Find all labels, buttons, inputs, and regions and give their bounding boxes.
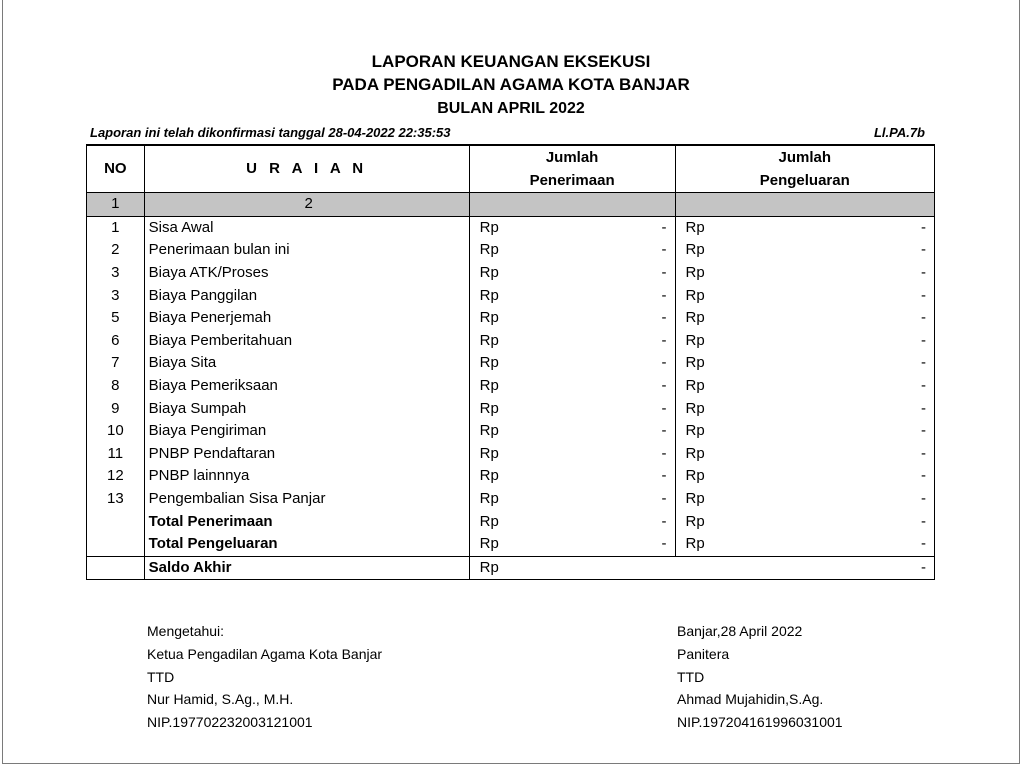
header-pengeluaran bbox=[675, 145, 934, 193]
money-value bbox=[470, 465, 675, 487]
row-number bbox=[87, 533, 145, 556]
signature-left-line1: Mengetahui: bbox=[147, 623, 225, 639]
amount-value: - bbox=[921, 354, 926, 372]
amount-value: - bbox=[661, 377, 667, 395]
penerimaan-cell bbox=[469, 533, 675, 556]
form-code: Ll.PA.7b bbox=[873, 125, 925, 140]
money-value bbox=[470, 420, 675, 442]
money-value bbox=[676, 307, 934, 329]
pengeluaran-cell bbox=[675, 352, 934, 375]
currency-label: Rp bbox=[479, 354, 499, 372]
money-value bbox=[470, 398, 675, 420]
table-row bbox=[87, 510, 935, 533]
row-number: 2 bbox=[87, 239, 145, 262]
money-value bbox=[676, 420, 934, 442]
money-value bbox=[676, 511, 934, 533]
column-index-row bbox=[87, 193, 935, 217]
money-value bbox=[470, 533, 675, 555]
amount-value: - bbox=[661, 444, 667, 462]
amount-value: - bbox=[921, 399, 926, 417]
table-row bbox=[87, 216, 935, 239]
money-value bbox=[676, 465, 934, 487]
table-row bbox=[87, 262, 935, 285]
header-penerimaan-line2: Penerimaan bbox=[529, 172, 615, 189]
row-label: Biaya Pengiriman bbox=[144, 420, 469, 443]
index-pengeluaran bbox=[675, 193, 934, 217]
currency-label: Rp bbox=[685, 444, 705, 462]
currency-label: Rp bbox=[479, 241, 499, 259]
currency-label: Rp bbox=[685, 241, 705, 259]
currency-label: Rp bbox=[479, 444, 499, 462]
header-penerimaan bbox=[469, 145, 675, 193]
currency-label: Rp bbox=[479, 331, 499, 349]
amount-value: - bbox=[661, 535, 667, 553]
row-label: PNBP lainnnya bbox=[144, 465, 469, 488]
header-pengeluaran-line2: Pengeluaran bbox=[759, 172, 850, 189]
row-number: 13 bbox=[87, 488, 145, 511]
row-label: Biaya Sita bbox=[144, 352, 469, 375]
saldo-row bbox=[87, 556, 935, 580]
row-number: 8 bbox=[87, 375, 145, 398]
amount-value: - bbox=[921, 422, 926, 440]
amount-value: - bbox=[661, 286, 667, 304]
money-value bbox=[676, 352, 934, 374]
money-value bbox=[676, 262, 934, 284]
table-row bbox=[87, 307, 935, 330]
confirmation-note: Laporan ini telah dikonfirmasi tanggal 28-04-2022 22:35:53 bbox=[90, 125, 451, 140]
money-value bbox=[470, 488, 675, 510]
amount-value: - bbox=[921, 490, 926, 508]
penerimaan-cell bbox=[469, 330, 675, 353]
currency-label: Rp bbox=[685, 218, 705, 236]
report-period: BULAN APRIL 2022 bbox=[437, 100, 585, 117]
money-value bbox=[676, 330, 934, 352]
pengeluaran-cell bbox=[675, 420, 934, 443]
amount-value: - bbox=[921, 331, 926, 349]
row-number: 1 bbox=[87, 216, 145, 239]
pengeluaran-cell bbox=[675, 307, 934, 330]
money-value bbox=[470, 375, 675, 397]
amount-value: - bbox=[921, 535, 926, 553]
penerimaan-cell bbox=[469, 375, 675, 398]
row-number: 11 bbox=[87, 443, 145, 466]
signature-right-line5: NIP.197204161996031001 bbox=[677, 714, 843, 731]
row-number: 9 bbox=[87, 397, 145, 420]
table-row bbox=[87, 443, 935, 466]
currency-label: Rp bbox=[479, 512, 499, 530]
table-row bbox=[87, 352, 935, 375]
currency-label: Rp bbox=[685, 422, 705, 440]
money-value bbox=[676, 398, 934, 420]
money-value bbox=[676, 285, 934, 307]
currency-label: Rp bbox=[685, 512, 705, 530]
saldo-currency: Rp bbox=[479, 558, 499, 576]
amount-value: - bbox=[661, 512, 667, 530]
amount-value: - bbox=[661, 218, 667, 236]
penerimaan-cell bbox=[469, 420, 675, 443]
currency-label: Rp bbox=[685, 490, 705, 508]
table-header-row bbox=[87, 145, 935, 193]
pengeluaran-cell bbox=[675, 443, 934, 466]
currency-label: Rp bbox=[479, 399, 499, 417]
currency-label: Rp bbox=[479, 467, 499, 485]
table-row bbox=[87, 420, 935, 443]
currency-label: Rp bbox=[685, 286, 705, 304]
penerimaan-cell bbox=[469, 397, 675, 420]
currency-label: Rp bbox=[685, 467, 705, 485]
penerimaan-cell bbox=[469, 216, 675, 239]
row-label: Biaya Pemberitahuan bbox=[144, 330, 469, 353]
saldo-label: Saldo Akhir bbox=[144, 556, 469, 580]
table-row bbox=[87, 239, 935, 262]
money-value bbox=[470, 307, 675, 329]
money-value bbox=[470, 511, 675, 533]
amount-value: - bbox=[661, 399, 667, 417]
money-value bbox=[470, 443, 675, 465]
pengeluaran-cell bbox=[675, 375, 934, 398]
currency-label: Rp bbox=[479, 286, 499, 304]
money-value bbox=[470, 330, 675, 352]
amount-value: - bbox=[661, 264, 667, 282]
money-value bbox=[470, 239, 675, 261]
row-number: 5 bbox=[87, 307, 145, 330]
row-label: Biaya Sumpah bbox=[144, 397, 469, 420]
finance-table bbox=[86, 144, 935, 580]
currency-label: Rp bbox=[479, 377, 499, 395]
currency-label: Rp bbox=[685, 377, 705, 395]
penerimaan-cell bbox=[469, 510, 675, 533]
report-subtitle: PADA PENGADILAN AGAMA KOTA BANJAR bbox=[332, 75, 690, 94]
currency-label: Rp bbox=[685, 399, 705, 417]
saldo-money bbox=[470, 557, 934, 579]
amount-value: - bbox=[661, 354, 667, 372]
row-number: 7 bbox=[87, 352, 145, 375]
amount-value: - bbox=[921, 467, 926, 485]
amount-value: - bbox=[661, 490, 667, 508]
amount-value: - bbox=[661, 331, 667, 349]
money-value bbox=[676, 488, 934, 510]
amount-value: - bbox=[921, 512, 926, 530]
header-no: NO bbox=[87, 145, 145, 193]
penerimaan-cell bbox=[469, 465, 675, 488]
row-label: PNBP Pendaftaran bbox=[144, 443, 469, 466]
money-value bbox=[470, 285, 675, 307]
index-penerimaan bbox=[469, 193, 675, 217]
money-value bbox=[676, 533, 934, 555]
header-uraian: U R A I A N bbox=[144, 145, 469, 193]
amount-value: - bbox=[661, 309, 667, 327]
pengeluaran-cell bbox=[675, 262, 934, 285]
money-value bbox=[676, 443, 934, 465]
index-uraian: 2 bbox=[144, 193, 469, 217]
amount-value: - bbox=[921, 286, 926, 304]
table-row bbox=[87, 533, 935, 556]
pengeluaran-cell bbox=[675, 216, 934, 239]
row-number: 12 bbox=[87, 465, 145, 488]
penerimaan-cell bbox=[469, 488, 675, 511]
amount-value: - bbox=[921, 309, 926, 327]
penerimaan-cell bbox=[469, 284, 675, 307]
penerimaan-cell bbox=[469, 352, 675, 375]
penerimaan-cell bbox=[469, 307, 675, 330]
amount-value: - bbox=[661, 422, 667, 440]
row-label: Biaya Panggilan bbox=[144, 284, 469, 307]
pengeluaran-cell bbox=[675, 239, 934, 262]
amount-value: - bbox=[921, 377, 926, 395]
currency-label: Rp bbox=[479, 535, 499, 553]
table-row bbox=[87, 375, 935, 398]
money-value bbox=[676, 217, 934, 239]
row-label: Biaya ATK/Proses bbox=[144, 262, 469, 285]
signature-right-line4: Ahmad Mujahidin,S.Ag. bbox=[677, 691, 824, 708]
table-row bbox=[87, 397, 935, 420]
money-value bbox=[470, 352, 675, 374]
header-penerimaan-line1: Jumlah bbox=[545, 149, 599, 166]
pengeluaran-cell bbox=[675, 330, 934, 353]
signature-left bbox=[147, 620, 382, 734]
pengeluaran-cell bbox=[675, 465, 934, 488]
signature-left-line5: NIP.197702232003121001 bbox=[147, 714, 313, 731]
pengeluaran-cell bbox=[675, 533, 934, 556]
row-label: Total Penerimaan bbox=[144, 510, 469, 533]
saldo-value: - bbox=[921, 558, 926, 576]
signature-right-line1: Banjar,28 April 2022 bbox=[677, 623, 803, 639]
signature-left-line3: TTD bbox=[147, 668, 175, 685]
header-pengeluaran-line1: Jumlah bbox=[778, 149, 832, 166]
amount-value: - bbox=[921, 241, 926, 259]
money-value bbox=[676, 239, 934, 261]
row-label: Biaya Penerjemah bbox=[144, 307, 469, 330]
pengeluaran-cell bbox=[675, 397, 934, 420]
money-value bbox=[470, 262, 675, 284]
penerimaan-cell bbox=[469, 443, 675, 466]
currency-label: Rp bbox=[479, 309, 499, 327]
row-number: 3 bbox=[87, 284, 145, 307]
money-value bbox=[676, 375, 934, 397]
row-number: 6 bbox=[87, 330, 145, 353]
saldo-number bbox=[87, 556, 145, 580]
pengeluaran-cell bbox=[675, 284, 934, 307]
row-number: 3 bbox=[87, 262, 145, 285]
currency-label: Rp bbox=[685, 354, 705, 372]
row-label: Penerimaan bulan ini bbox=[144, 239, 469, 262]
row-label: Biaya Pemeriksaan bbox=[144, 375, 469, 398]
pengeluaran-cell bbox=[675, 488, 934, 511]
table-row bbox=[87, 330, 935, 353]
currency-label: Rp bbox=[685, 309, 705, 327]
row-label: Total Pengeluaran bbox=[144, 533, 469, 556]
index-no: 1 bbox=[87, 193, 145, 217]
report-title: LAPORAN KEUANGAN EKSEKUSI bbox=[371, 52, 651, 71]
currency-label: Rp bbox=[479, 422, 499, 440]
amount-value: - bbox=[661, 467, 667, 485]
signature-right-line3: TTD bbox=[677, 668, 705, 685]
penerimaan-cell bbox=[469, 239, 675, 262]
amount-value: - bbox=[661, 241, 667, 259]
currency-label: Rp bbox=[685, 535, 705, 553]
row-number: 10 bbox=[87, 420, 145, 443]
currency-label: Rp bbox=[479, 264, 499, 282]
table-row bbox=[87, 284, 935, 307]
row-label: Sisa Awal bbox=[144, 216, 469, 239]
currency-label: Rp bbox=[685, 264, 705, 282]
saldo-amount bbox=[469, 556, 934, 580]
money-value bbox=[470, 217, 675, 239]
amount-value: - bbox=[921, 444, 926, 462]
signature-right-line2: Panitera bbox=[677, 645, 730, 662]
currency-label: Rp bbox=[685, 331, 705, 349]
pengeluaran-cell bbox=[675, 510, 934, 533]
table-row bbox=[87, 488, 935, 511]
currency-label: Rp bbox=[479, 490, 499, 508]
amount-value: - bbox=[921, 264, 926, 282]
currency-label: Rp bbox=[479, 218, 499, 236]
table-row bbox=[87, 465, 935, 488]
penerimaan-cell bbox=[469, 262, 675, 285]
signature-left-line2: Ketua Pengadilan Agama Kota Banjar bbox=[147, 645, 383, 662]
signature-right bbox=[677, 620, 843, 734]
amount-value: - bbox=[921, 218, 926, 236]
row-number bbox=[87, 510, 145, 533]
signature-left-line4: Nur Hamid, S.Ag., M.H. bbox=[147, 691, 294, 708]
row-label: Pengembalian Sisa Panjar bbox=[144, 488, 469, 511]
